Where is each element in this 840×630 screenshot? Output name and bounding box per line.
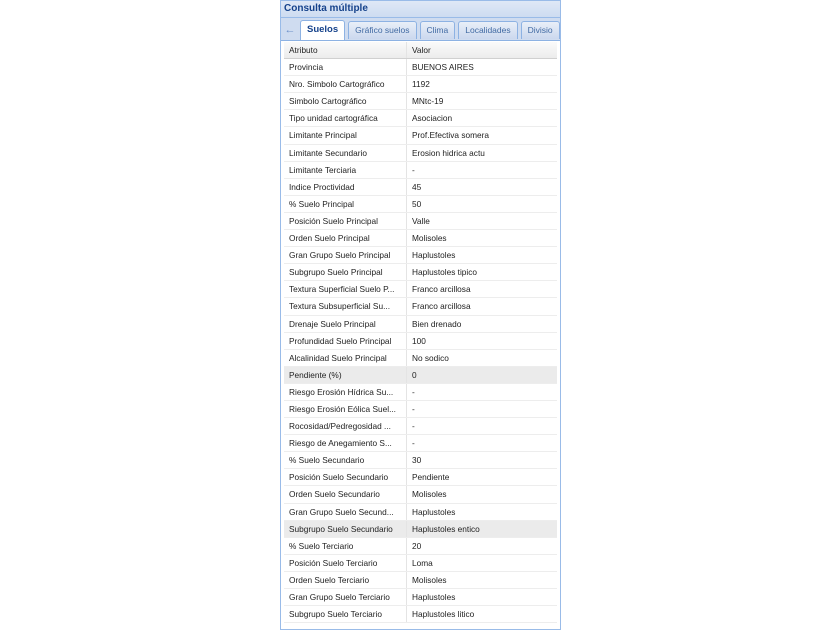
table-row[interactable] [284,76,557,93]
tab-suelos[interactable]: Suelos [300,20,345,40]
attribute-cell: Provincia [284,59,407,75]
table-row[interactable] [284,213,557,230]
tab-clima[interactable]: Clima [420,21,456,39]
table-row[interactable] [284,606,557,623]
attribute-cell: Tipo unidad cartográfica [284,110,407,126]
attribute-cell: Riesgo Erosión Hídrica Su... [284,384,407,400]
value-cell: No sodico [412,352,449,363]
table-row[interactable] [284,504,557,521]
value-cell: - [412,438,415,449]
value-cell: Haplustoles entico [412,523,480,534]
tab-divisio[interactable]: Divisio [521,21,560,39]
table-row[interactable] [284,521,557,538]
table-row[interactable] [284,316,557,333]
attribute-cell: Orden Suelo Principal [284,230,407,246]
value-cell: 20 [412,540,422,551]
value-cell: Haplustoles [412,250,456,261]
table-row[interactable] [284,298,557,315]
value-cell: Pendiente [412,472,450,483]
attribute-cell: Riesgo de Anegamiento S... [284,435,407,451]
table-row[interactable] [284,367,557,384]
table-row[interactable] [284,333,557,350]
value-cell: Molisoles [412,574,447,585]
attribute-cell: Subgrupo Suelo Principal [284,264,407,280]
table-row[interactable] [284,281,557,298]
table-row[interactable] [284,486,557,503]
value-cell: - [412,421,415,432]
attribute-cell: Riesgo Erosión Eólica Suel... [284,401,407,417]
value-cell: 50 [412,198,422,209]
table-row[interactable] [284,418,557,435]
value-cell: 45 [412,181,422,192]
table-row[interactable] [284,93,557,110]
grid-header-row [284,42,557,59]
attribute-cell: Rocosidad/Pedregosidad ... [284,418,407,434]
table-row[interactable] [284,555,557,572]
attribute-cell: Pendiente (%) [284,367,407,383]
attribute-cell: Gran Grupo Suelo Secund... [284,504,407,520]
value-cell: Franco arcillosa [412,284,471,295]
value-cell: Loma [412,557,433,568]
value-cell: MNtc-19 [412,96,444,107]
table-row[interactable] [284,264,557,281]
table-row[interactable] [284,469,557,486]
attribute-cell: Gran Grupo Suelo Principal [284,247,407,263]
attribute-cell: Posición Suelo Principal [284,213,407,229]
tab-strip [281,18,560,41]
attribute-cell: Posición Suelo Secundario [284,469,407,485]
attribute-cell: Drenaje Suelo Principal [284,316,407,332]
tab-list [300,21,560,40]
table-row[interactable] [284,110,557,127]
table-row[interactable] [284,572,557,589]
table-row[interactable] [284,589,557,606]
tab-localidades[interactable]: Localidades [458,21,517,39]
value-cell: Haplustoles [412,592,456,602]
value-cell: 0 [412,369,417,380]
attribute-cell: Nro. Simbolo Cartográfico [284,76,407,92]
attribute-cell: Orden Suelo Secundario [284,486,407,502]
column-header-value[interactable]: Valor [412,45,431,55]
table-row[interactable] [284,435,557,452]
value-cell: Molisoles [412,489,447,500]
attribute-cell: Limitante Secundario [284,145,407,161]
table-row[interactable] [284,247,557,264]
value-cell: BUENOS AIRES [412,62,474,73]
value-cell: Asociacion [412,113,453,124]
table-row[interactable] [284,230,557,247]
value-cell: Prof.Efectiva somera [412,130,490,141]
value-cell: 100 [412,335,426,346]
consulta-multiple-panel [280,0,561,630]
table-row[interactable] [284,350,557,367]
table-row[interactable] [284,401,557,418]
attribute-cell: Limitante Principal [284,127,407,143]
attribute-cell: % Suelo Secundario [284,452,407,468]
value-cell: Franco arcillosa [412,301,471,312]
value-cell: Valle [412,215,430,226]
column-header-attribute[interactable]: Atributo [284,42,407,58]
value-cell: Haplustoles [412,506,456,517]
attribute-cell: % Suelo Terciario [284,538,407,554]
attribute-cell: Simbolo Cartográfico [284,93,407,109]
tab-gr-fico-suelos[interactable]: Gráfico suelos [348,21,416,39]
grid-body [284,59,557,623]
table-row[interactable] [284,145,557,162]
value-cell: Bien drenado [412,318,462,329]
table-row[interactable] [284,162,557,179]
value-cell: 1192 [412,79,430,90]
attribute-cell: Indice Proctividad [284,179,407,195]
value-cell: Molisoles [412,233,447,244]
attribute-cell: Textura Subsuperficial Su... [284,298,407,314]
attribute-cell: Textura Superficial Suelo P... [284,281,407,297]
attribute-cell: Orden Suelo Terciario [284,572,407,588]
table-row[interactable] [284,384,557,401]
attribute-cell: Alcalinidad Suelo Principal [284,350,407,366]
attribute-cell: Subgrupo Suelo Secundario [284,521,407,537]
table-row[interactable] [284,179,557,196]
value-cell: Haplustoles litico [412,609,475,620]
attribute-cell: Gran Grupo Suelo Terciario [284,589,407,605]
table-row[interactable] [284,59,557,76]
table-row[interactable] [284,127,557,144]
value-cell: Erosion hidrica actu [412,147,485,158]
panel-title: Consulta múltiple [281,1,560,18]
value-cell: Haplustoles tipico [412,267,478,278]
value-cell: - [412,403,415,414]
value-cell: - [412,386,415,397]
attribute-cell: Profundidad Suelo Principal [284,333,407,349]
value-cell: 30 [412,455,422,466]
attribute-cell: Posición Suelo Terciario [284,555,407,571]
value-cell: - [412,164,415,175]
table-row[interactable] [284,538,557,555]
table-row[interactable] [284,452,557,469]
attribute-cell: Limitante Terciaria [284,162,407,178]
attribute-grid [284,42,557,623]
table-row[interactable] [284,196,557,213]
attribute-cell: Subgrupo Suelo Terciario [284,606,407,622]
attribute-cell: % Suelo Principal [284,196,407,212]
arrow-left-icon[interactable]: ← [284,24,296,36]
